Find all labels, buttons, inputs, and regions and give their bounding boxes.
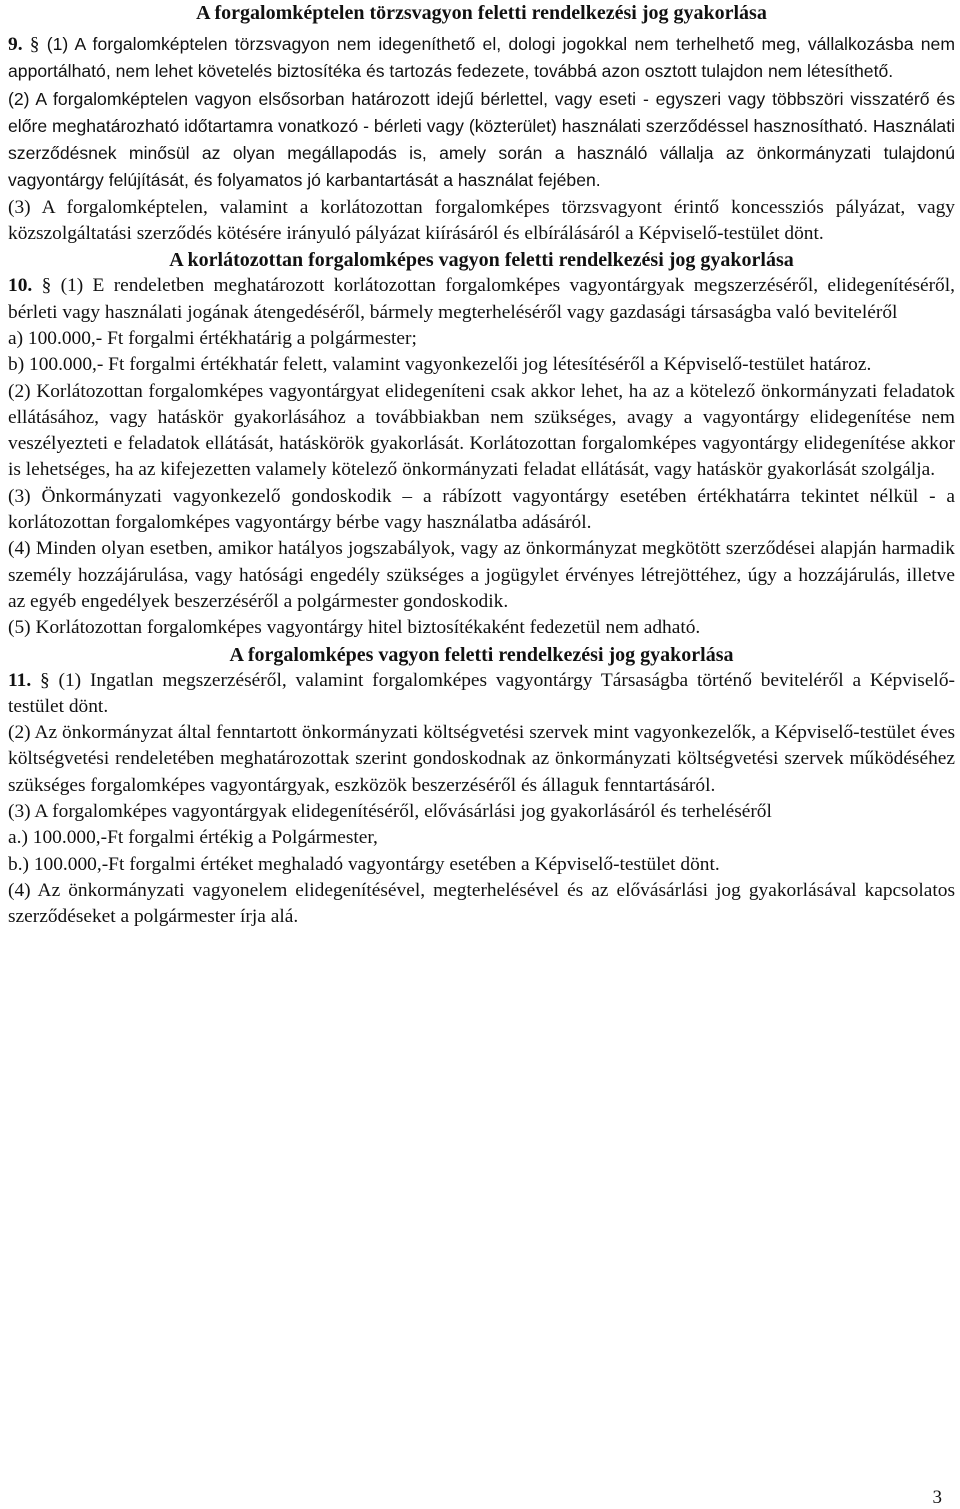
paragraph-9-2 [8, 86, 955, 195]
section-9 [8, 31, 955, 247]
paragraph-9-3: (3) A forgalomképtelen, valamint a korlátozottan forgalomképes törzsvagyont érintő koncessziós pályázat, vagy közszolgáltatási szerződés kötésére irányuló pályázat kiírásáról és elbírálásáról a Képviselő-testület dönt. [8, 196, 955, 245]
paragraph-text: (1) Ingatlan megszerzéséről, valamint forgalomképes vagyontárgy Társaságba történő beviteléről a Képviselő-testület dönt. [8, 669, 955, 717]
section-11 [8, 668, 955, 931]
paragraph-11-4: (4) Az önkormányzati vagyonelem elidegenítésével, megterhelésével és az elővásárlási jog gyakorlásával kapcsolatos szerződéseket a polgármester írja alá. [8, 879, 955, 928]
paragraph-10-3: (3) Önkormányzati vagyonkezelő gondoskodik – a rábízott vagyontárgy esetében értékhatárra tekintet nélkül - a korlátozottan forgalomképes vagyontárgy bérbe vagy használatba adásáról. [8, 485, 955, 534]
document-page [8, 0, 955, 931]
paragraph-sign: § [41, 275, 52, 297]
section-heading: A korlátozottan forgalomképes vagyon feletti rendelkezési jog gyakorlása [169, 249, 794, 272]
section-10 [8, 273, 955, 641]
paragraph-text: (1) E rendeletben meghatározott korlátozottan forgalomképes vagyontárgyak megszerzéséről, elidegenítéséről, bérleti vagy használati jogának átengedéséről, bármely megterheléséről vagy gazdasági társaságba való beviteléről [8, 275, 955, 323]
list-item-b: b.) 100.000,-Ft forgalmi értéket meghaladó vagyontárgy esetében a Képviselő-testület dönt. [8, 853, 720, 875]
paragraph-10-5: (5) Korlátozottan forgalomképes vagyontárgy hitel biztosítékaként fedezetül nem adható. [8, 617, 701, 639]
list-item-a: a.) 100.000,-Ft forgalmi értékig a Polgármester, [8, 827, 378, 849]
paragraph-text: (1) A forgalomképtelen törzsvagyon nem idegeníthető el, dologi jogokkal nem terhelhető meg, vállalkozásba nem apportálható, nem lehet követelés biztosítéka és tartozás fedezete, továbbá azon osztott tulajdon nem létesíthető. [8, 34, 955, 82]
paragraph-sign: § [29, 34, 40, 55]
paragraph-11-2: (2) Az önkormányzat által fenntartott önkormányzati költségvetési szervek mint vagyonkezelők, a Képviselő-testület éves költségvetési rendeletében meghatározottak szerint gondoskodnak az önkormányzati költségvetési szervek működéséhez szükséges forgalomképes vagyontárgyak, eszközök beszerzéséről és állaguk fenntartásáról. [8, 722, 955, 796]
paragraph-10-4: (4) Minden olyan esetben, amikor hatályos jogszabályok, vagy az önkormányzat megkötött szerződései alapján harmadik személy hozzájárulása, vagy hatósági engedély szükséges a jogügylet érvényes létrejöttéhez, úgy a hozzájárulás, illetve az egyéb engedélyek beszerzéséről a polgármester gondoskodik. [8, 538, 955, 612]
paragraph-10-1 [8, 273, 955, 326]
section-heading: A forgalomképtelen törzsvagyon feletti rendelkezési jog gyakorlása [196, 2, 767, 24]
section-number: 9. [8, 34, 23, 55]
section-number: 11. [8, 669, 32, 691]
page-number: 3 [932, 1487, 942, 1508]
section-number: 10. [8, 275, 33, 297]
list-item-b: b) 100.000,- Ft forgalmi értékhatár felett, valamint vagyonkezelői jog létesítéséről a Képviselő-testület határoz. [8, 354, 872, 376]
list-item-a: a) 100.000,- Ft forgalmi értékhatárig a polgármester; [8, 327, 417, 349]
paragraph-9-1 [8, 31, 955, 86]
paragraph-10-2: (2) Korlátozottan forgalomképes vagyontárgyat elidegeníteni csak akkor lehet, ha az a kötelező önkormányzati feladatok ellátásához, vagy hatáskör gyakorlásához a továbbiakban nem szükséges, avagy a vagyontárgy elidegenítése nem veszélyezteti e feladatok ellátását, hatáskörök gyakorlását. Korlátozottan forgalomképes vagyontárgy elidegenítése akkor is lehetséges, ha az kifejezetten valamely kötelező önkormányzati feladat ellátását, vagy hatáskör gyakorlását szolgálja. [8, 380, 955, 481]
section-heading: A forgalomképes vagyon feletti rendelkezési jog gyakorlása [229, 643, 734, 666]
paragraph-sign: § [40, 669, 50, 691]
paragraph-11-1 [8, 668, 955, 721]
paragraph-11-3: (3) A forgalomképes vagyontárgyak elidegenítéséről, elővásárlási jog gyakorlásáról és terheléséről [8, 801, 772, 823]
paragraph-text: (2) A forgalomképtelen vagyon elsősorban határozott idejű bérlettel, vagy eseti - egyszeri vagy többszöri visszatérő és előre meghatározható időtartamra vonatkozó - bérleti vagy (közterület) használati szerződéssel hasznosítható. Használati szerződésnek minősül az olyan megállapodás is, amely során a használó vállalja az önkormányzati tulajdonú vagyontárgy felújítását, és folyamatos jó karbantartását a használat fejében. [8, 88, 955, 191]
